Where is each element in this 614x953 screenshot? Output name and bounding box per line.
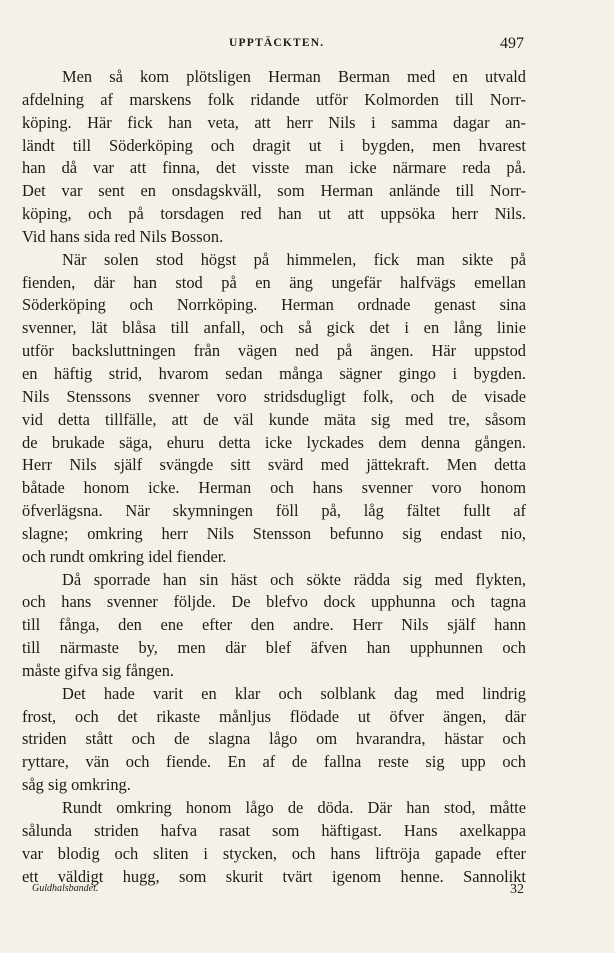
text-line: båtade honom icke. Herman och hans svenner voro honom	[22, 478, 526, 498]
page-number: 497	[500, 35, 524, 52]
text-line: köping. Här fick han veta, att herr Nils i samma dagar an-	[22, 112, 526, 132]
text-line: slagne; omkring herr Nils Stensson befunno sig endast nio,	[22, 523, 526, 543]
text-line: utför backsluttningen från vägen ned på ängen. Här uppstod	[22, 341, 526, 361]
text-line: öfverlägsna. När skymningen föll på, låg fältet fullt af	[22, 501, 526, 521]
text-line: såg sig omkring.	[22, 775, 131, 795]
text-line: Då sporrade han sin häst och sökte rädda sig med flykten,	[62, 569, 526, 589]
text-line: fienden, där han stod på en äng ungefär halfvägs emellan	[22, 272, 526, 292]
signature-mark: Guldhalsbandet.	[32, 883, 99, 894]
text-line: ett väldigt hugg, som skurit tvärt igenom henne. Sannolikt	[22, 866, 526, 886]
text-line: Men så kom plötsligen Herman Berman med en utvald	[62, 67, 526, 86]
text-line: Vid hans sida red Nils Bosson.	[22, 226, 224, 246]
text-line: och hans svenner följde. De blefvo dock upphunna och tagna	[22, 592, 526, 612]
text-line: Herr Nils själf svängde sitt svärd med jättekraft. Men detta	[22, 455, 526, 475]
text-line: var blodig och sliten i stycken, och hans liftröja gapade efter	[22, 843, 526, 863]
text-line: ländt till Söderköping och dragit ut i bygden, men hvarest	[22, 135, 526, 155]
text-line: köping, och på torsdagen red han ut att uppsöka herr Nils.	[22, 204, 526, 224]
text-line: vid detta tillfälle, att de väl kunde mäta sig med tre, såsom	[22, 409, 526, 429]
text-line: striden stått och de slagna lågo om hvarandra, hästar och	[22, 729, 526, 749]
text-line: han då var att finna, det visste man icke närmare reda på.	[22, 158, 526, 178]
text-line: Det hade varit en klar och solblank dag med lindrig	[62, 683, 526, 703]
text-line: de brukade säga, ehuru detta icke lyckades dem denna gången.	[22, 432, 526, 452]
text-line: till fånga, den ene efter den andre. Herr Nils själf hann	[22, 615, 526, 635]
text-line: Nils Stenssons svenner voro stridsdugligt folk, och de visade	[22, 386, 526, 406]
text-line: svenner, lät blåsa till anfall, och så gick det i en lång linie	[22, 318, 526, 338]
text-line: afdelning af marskens folk ridande utför Kolmorden till Norr-	[22, 89, 526, 109]
text-line: till närmaste by, men där blef äfven han upphunnen och	[22, 638, 526, 658]
page-footer	[22, 882, 526, 902]
text-line: måste gifva sig fången.	[22, 660, 175, 680]
body-text	[22, 66, 526, 888]
text-line: en häftig strid, hvarom sedan många sägner gingo i bygden.	[22, 363, 526, 383]
text-line: sålunda striden hafva rasat som häftigast. Hans axelkappa	[22, 820, 526, 840]
running-head	[22, 35, 526, 55]
text-line: När solen stod högst på himmelen, fick man sikte på	[62, 249, 526, 269]
text-line: Rundt omkring honom lågo de döda. Där han stod, måtte	[62, 798, 526, 817]
text-line: och rundt omkring idel fiender.	[22, 546, 227, 566]
text-line: ryttare, vän och fiende. En af de fallna reste sig upp och	[22, 752, 526, 772]
running-title: UPPTÄCKTEN.	[229, 37, 325, 49]
sheet-number: 32	[510, 882, 524, 897]
text-line: Det var sent en onsdagskväll, som Herman anlände till Norr-	[22, 181, 526, 201]
text-line: Söderköping och Norrköping. Herman ordnade genast sina	[22, 295, 526, 315]
text-line: frost, och det rikaste månljus flödade ut öfver ängen, där	[22, 706, 526, 726]
